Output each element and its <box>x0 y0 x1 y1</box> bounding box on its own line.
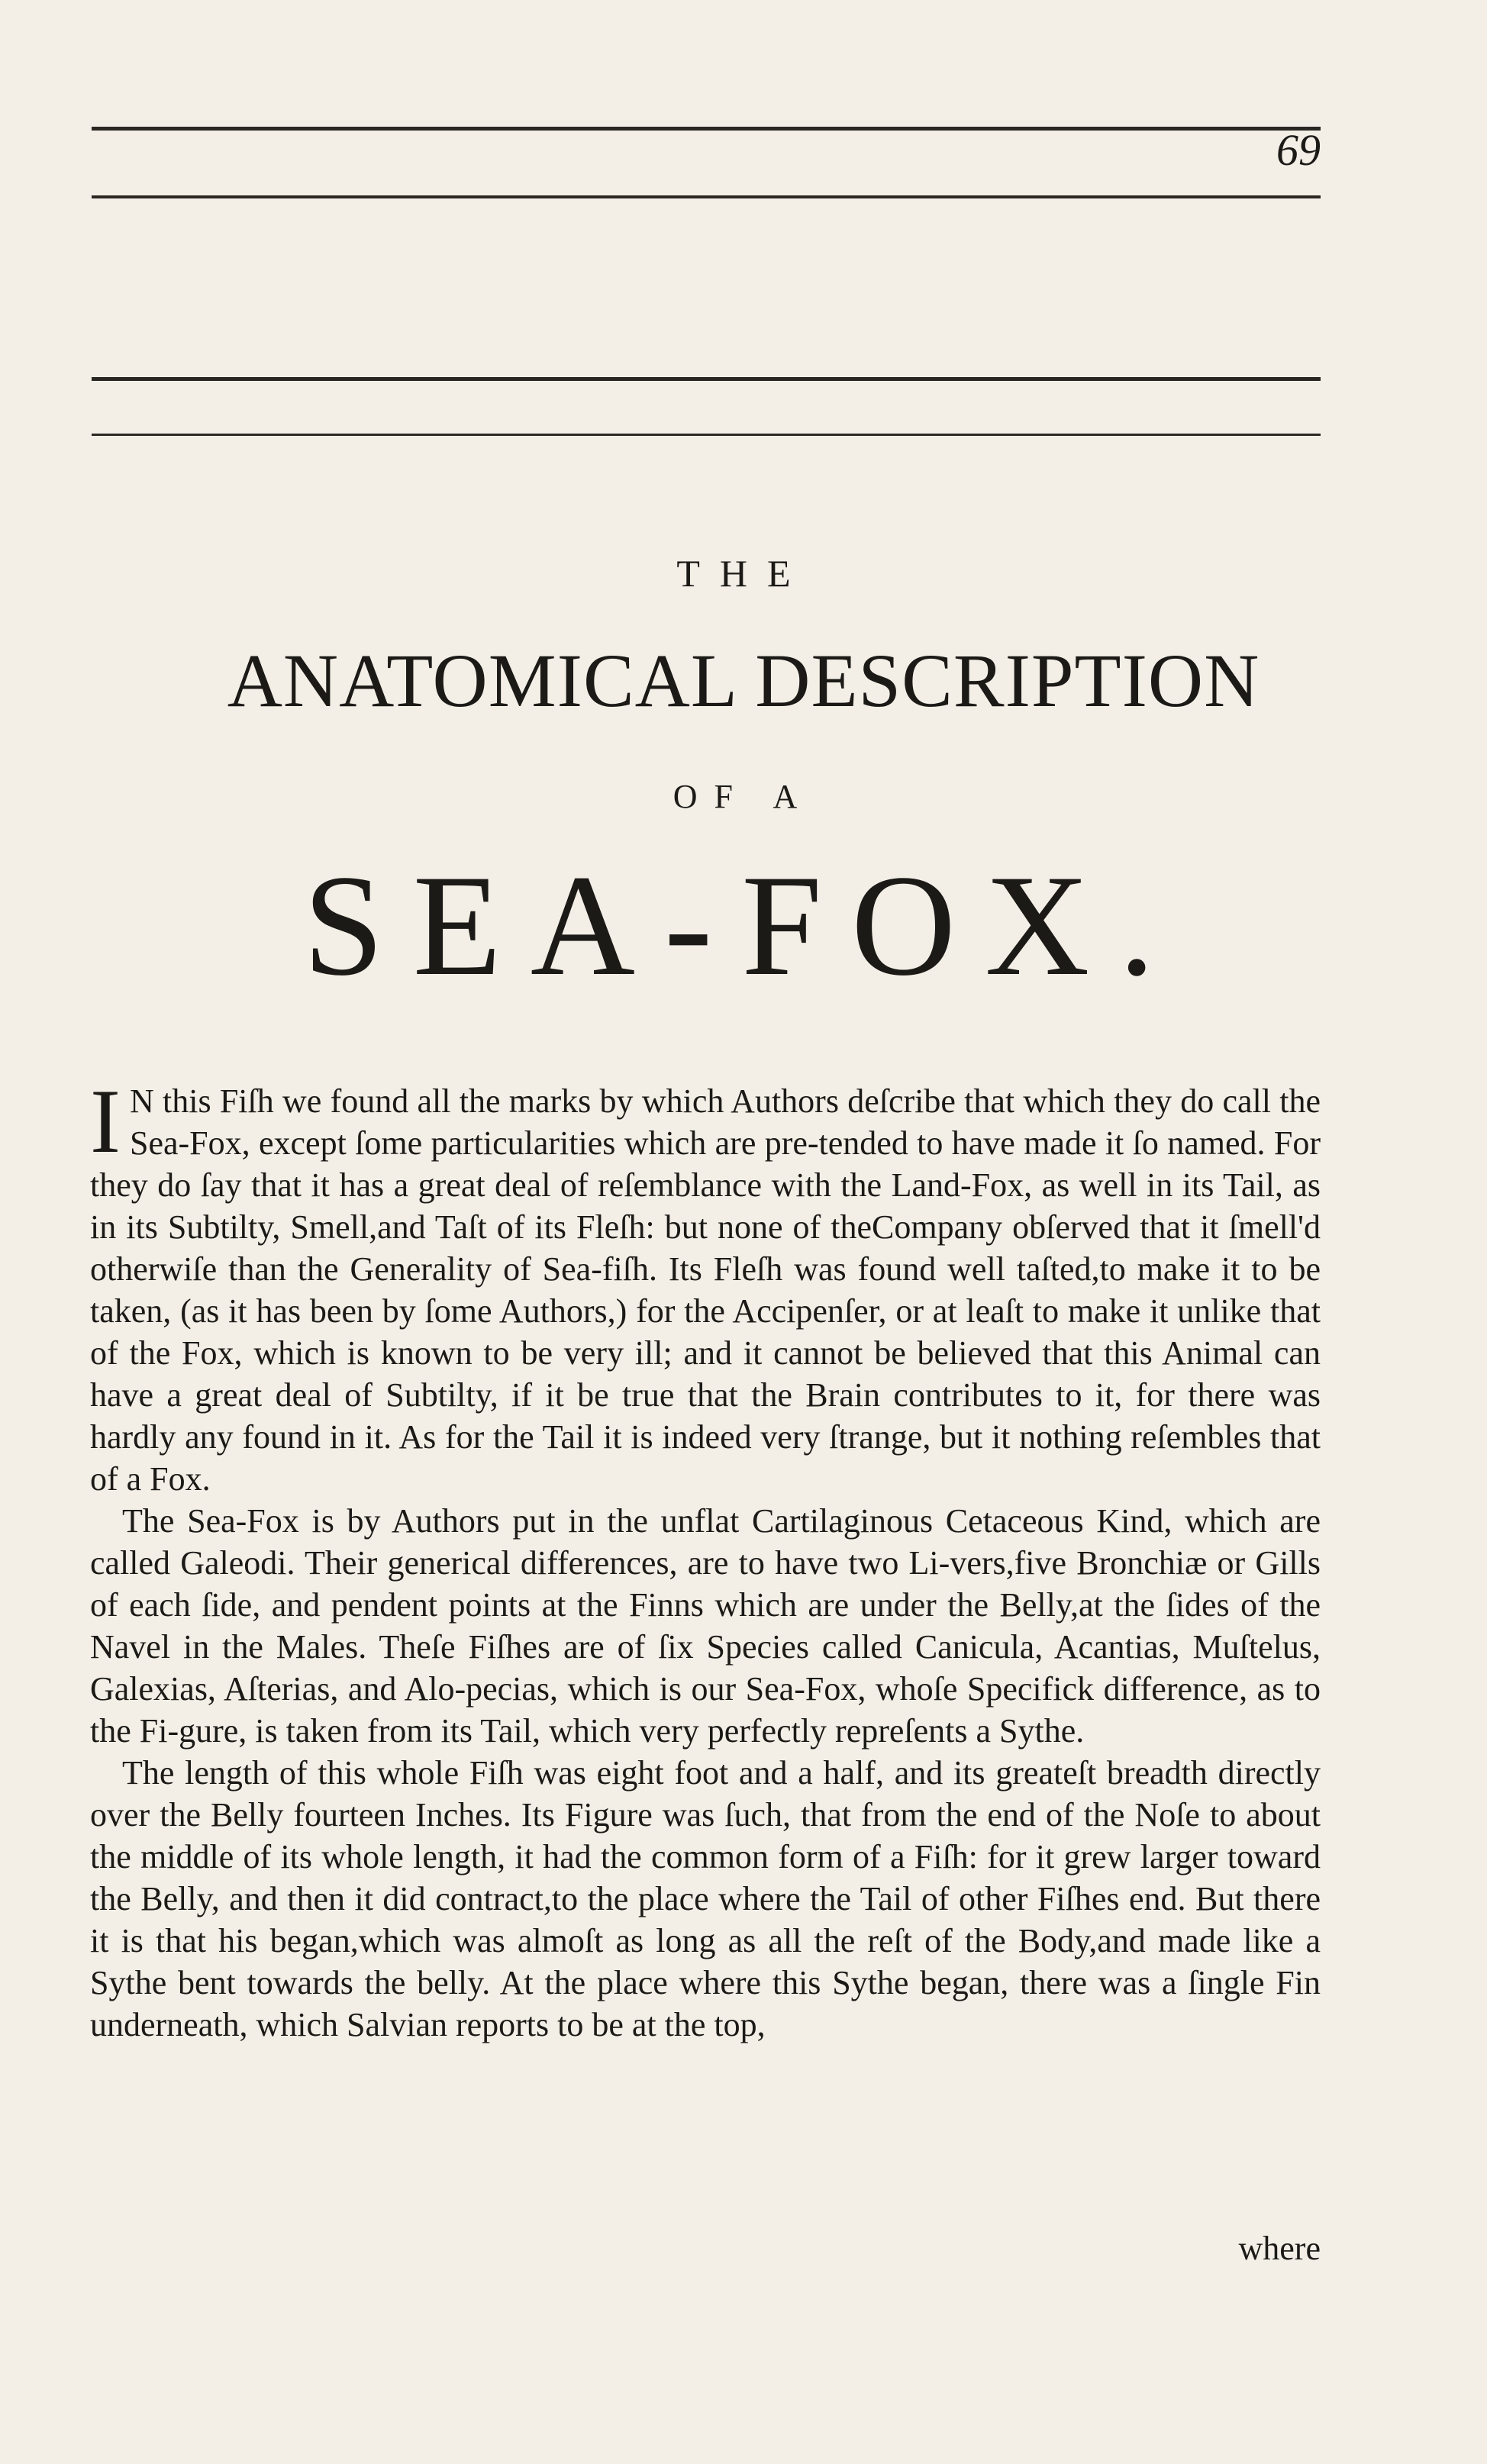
header-rule-top <box>92 127 1321 131</box>
title-subject: SEA-FOX. <box>303 846 1184 1006</box>
ornament-rule-top <box>92 377 1321 381</box>
title-of-a: OF A <box>673 778 814 815</box>
page-number: 69 <box>1276 125 1321 175</box>
paragraph-2: The Sea-Fox is by Authors put in the unflat Cartilaginous Cetaceous Kind, which are called Galeodi. Their generical differences, are to have two Li-vers,five Bronchiæ or Gills of each ſide, and pendent points at the Finns which are under the Belly,at the ſides of the Navel in the Males. Theſe Fiſhes are of ſix Species called Canicula, Acantias, Muſtelus, Galexias, Aſterias, and Alo-pecias, which is our Sea-Fox, whoſe Specifick difference, as to the Fi-gure, is taken from its Tail, which very perfectly repreſents a Sythe. <box>90 1502 1321 1750</box>
paragraph-1 <box>90 1070 1321 1500</box>
paragraph-3: The length of this whole Fiſh was eight foot and a half, and its greateſt breadth directly over the Belly fourteen Inches. Its Figure was ſuch, that from the end of the Noſe to about the middle of its whole length, it had the common form of a Fiſh: for it grew larger toward the Belly, and then it did contract,to the place where the Tail of other Fiſhes end. But there it is that his began,which was almoſt as long as all the reſt of the Body,and made like a Sythe bent towards the belly. At the place where this Sythe began, there was a ſingle Fin underneath, which Salvian reports to be at the top, <box>90 1754 1321 2043</box>
ornament-rule-bottom <box>92 434 1321 436</box>
header-rule-bottom <box>92 195 1321 198</box>
title-the: THE <box>676 552 811 595</box>
body-text <box>90 1070 1321 2046</box>
catchword: where <box>1238 2230 1321 2267</box>
main-title: ANATOMICAL DESCRIPTION <box>227 638 1260 723</box>
drop-cap: I <box>90 1070 121 1172</box>
paragraph-1-text: N this Fiſh we found all the marks by which Authors deſcribe that which they do call the Sea-Fox, except ſome particularities which are pre-tended to have made it ſo named. For they do ſay that it has a great deal of reſemblance with the Land-Fox, as well in its Tail, as in its Subtilty, Smell,and Taſt of its Fleſh: but none of theCompany obſerved that it ſmell'd otherwiſe than the Generality of Sea-fiſh. Its Fleſh was found well taſted,to make it to be taken, (as it has been by ſome Authors,) for the Accipenſer, or at leaſt to make it unlike that of the Fox, which is known to be very ill; and it cannot be believed that this Animal can have a great deal of Subtilty, if it be true that the Brain contributes to it, for there was hardly any found in it. As for the Tail it is indeed very ſtrange, but it nothing reſembles that of a Fox. <box>90 1082 1321 1498</box>
